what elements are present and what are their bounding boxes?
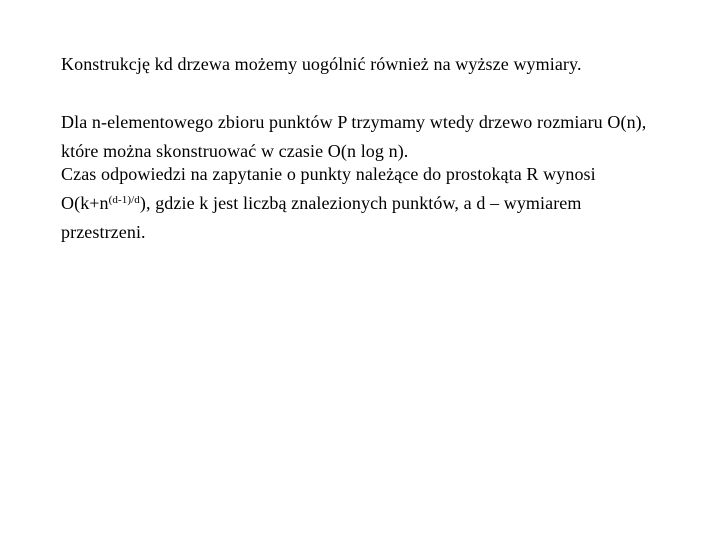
query-time-tail: ), gdzie k jest liczbą znalezionych punktów, a d – wymiarem przestrzeni. <box>61 193 582 242</box>
paragraph-tree-size: Dla n-elementowego zbioru punktów P trzymamy wtedy drzewo rozmiaru O(n), które można skonstruować w czasie O(n log n). <box>61 112 647 161</box>
query-time-lead: Czas odpowiedzi na zapytanie o punkty należące do prostokąta R wynosi O(k+n <box>61 164 596 213</box>
paragraph-kd-tree-generalization: Konstrukcję kd drzewa możemy uogólnić również na wyższe wymiary. <box>61 54 582 74</box>
paragraph-query-time <box>61 160 661 247</box>
query-time-exponent: (d-1)/d <box>108 194 140 206</box>
